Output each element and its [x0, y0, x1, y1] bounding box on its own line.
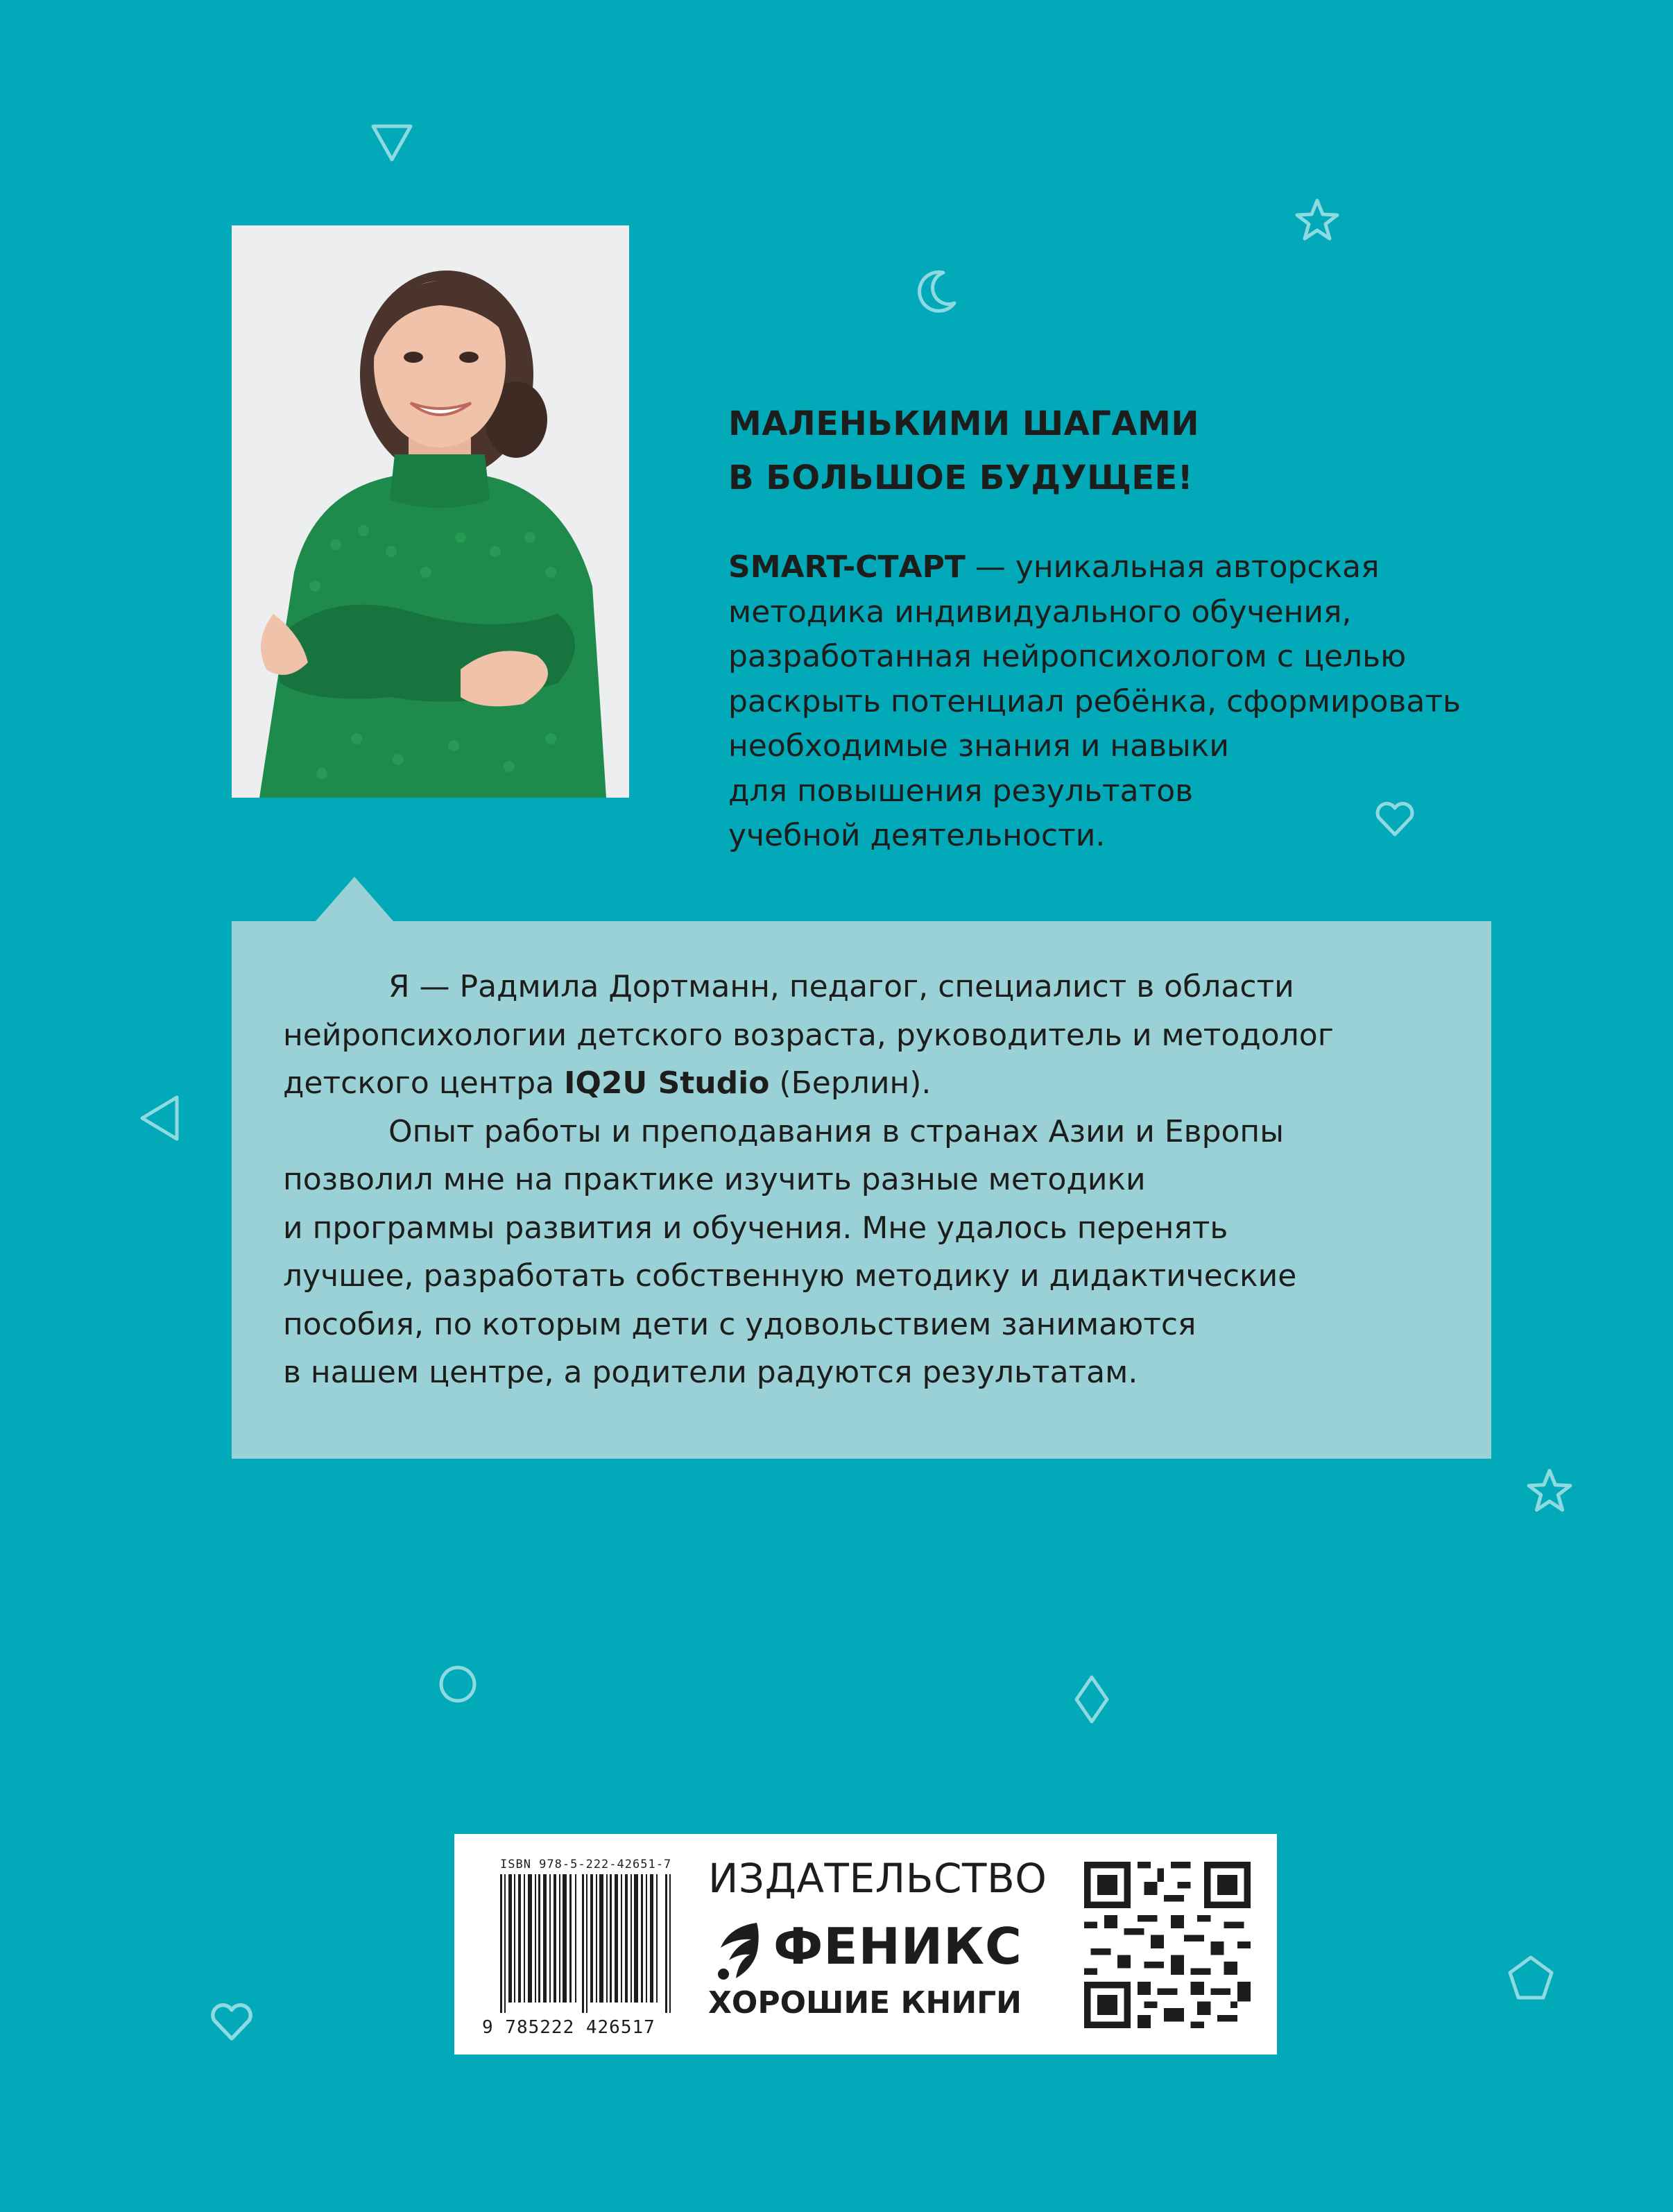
bio-line: в нашем центре, а родители радуются результатам.	[283, 1355, 1138, 1390]
barcode-icon	[500, 1874, 674, 2013]
intro-line: для повышения результатов	[728, 773, 1194, 809]
speech-bubble	[232, 921, 1491, 1459]
headline-line: В БОЛЬШОЕ БУДУЩЕЕ!	[728, 458, 1194, 497]
bio-line: лучшее, разработать собственную методику и дидактические	[283, 1258, 1297, 1294]
bio-line: позволил мне на практике изучить разные методики	[283, 1162, 1146, 1197]
intro-line: разработанная нейропсихологом с целью	[728, 639, 1407, 674]
bio-line	[283, 1059, 1462, 1108]
bio-line: Опыт работы и преподавания в странах Азии и Европы	[388, 1113, 1284, 1149]
headline	[728, 397, 1526, 505]
speech-bubble-tip	[316, 877, 393, 921]
heart-outline-icon	[205, 1995, 258, 2048]
intro-brand: SMART-СТАРТ	[728, 549, 966, 585]
intro-paragraph	[728, 545, 1533, 859]
intro-line-rest: — уникальная авторская	[965, 549, 1380, 585]
phoenix-logo-icon	[708, 1917, 768, 1984]
intro-line: необходимые знания и навыки	[728, 728, 1229, 764]
intro-line	[728, 545, 1533, 590]
bio-line: пособия, по которым дети с удовольствием занимаются	[283, 1306, 1196, 1342]
qr-code-icon	[1084, 1862, 1251, 2028]
imprint-box	[454, 1834, 1277, 2055]
triangle-down-icon	[368, 118, 416, 166]
triangle-left-icon	[134, 1090, 189, 1146]
pentagon-outline-icon	[1504, 1952, 1557, 2005]
intro-line: раскрыть потенциал ребёнка, сформировать	[728, 683, 1461, 719]
star-outline-icon	[1293, 196, 1341, 245]
crescent-moon-icon	[913, 267, 961, 316]
star-outline-icon	[1525, 1466, 1575, 1516]
bio-text: (Берлин).	[769, 1065, 932, 1101]
author-bio	[283, 963, 1462, 1397]
publisher-tagline: ХОРОШИЕ КНИГИ	[708, 1985, 1022, 2021]
headline-line: МАЛЕНЬКИМИ ШАГАМИ	[728, 404, 1199, 443]
barcode-digits: 9 785222 426517	[482, 2017, 655, 2038]
intro-line: методика индивидуального обучения,	[728, 594, 1352, 630]
author-photo	[232, 225, 629, 798]
bio-line: нейропсихологии детского возраста, руководитель и методолог	[283, 1017, 1334, 1053]
intro-line: учебной деятельности.	[728, 818, 1106, 853]
studio-name: IQ2U Studio	[564, 1065, 770, 1101]
bio-line: и программы развития и обучения. Мне удалось перенять	[283, 1210, 1228, 1246]
publisher-label: ИЗДАТЕЛЬСТВО	[708, 1855, 1047, 1902]
circle-outline-icon	[435, 1661, 481, 1707]
bio-text: детского центра	[283, 1065, 565, 1101]
publisher-name: ФЕНИКС	[773, 1917, 1022, 1975]
bio-line: Я — Радмила Дортманн, педагог, специалист в области	[388, 969, 1294, 1004]
isbn-label: ISBN 978-5-222-42651-7	[500, 1858, 672, 1871]
diamond-outline-icon	[1071, 1672, 1113, 1727]
